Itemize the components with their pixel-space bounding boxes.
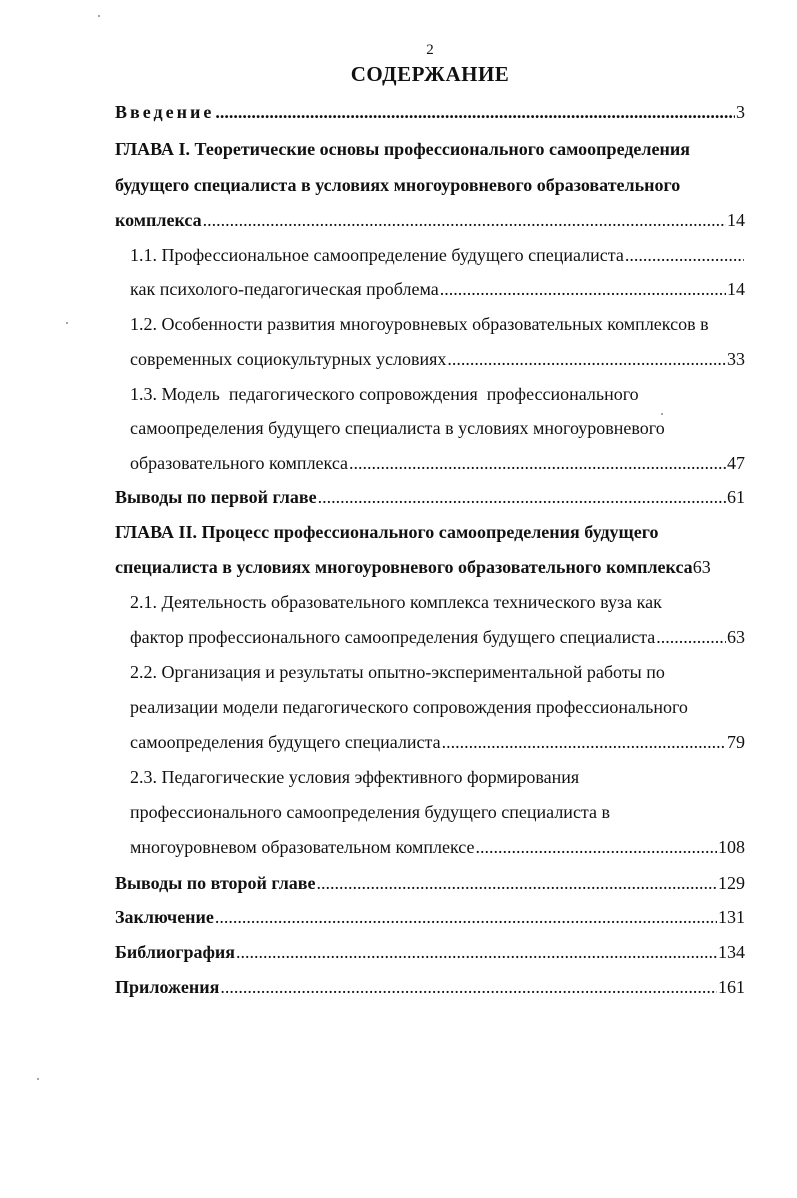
toc-page-number: 79 [727, 732, 745, 752]
dot-leader [203, 203, 726, 237]
dot-leader [447, 342, 726, 376]
toc-entry-label: Заключение [115, 907, 214, 927]
section-1-3-line1: 1.3. Модель педагогического сопровождения профессионального [130, 384, 639, 404]
section-1-2-line1: 1.2. Особенности развития многоуровневых образовательных комплексов в [130, 314, 709, 334]
dot-leader [475, 830, 717, 864]
toc-page-number: 63 [692, 557, 711, 577]
section-2-2-line3: самоопределения будущего специалиста [130, 732, 441, 752]
toc-page-number: 14 [727, 210, 745, 230]
dot-leader [625, 238, 744, 272]
toc-entry-appendices [115, 970, 745, 1004]
section-2-1-line1: 2.1. Деятельность образовательного комплекса технического вуза как [130, 592, 662, 612]
toc-page-number: 14 [727, 279, 745, 299]
scan-speck [37, 1078, 39, 1080]
chapter2-title-line2: специалиста в условиях многоуровневого образовательного комплекса [115, 557, 693, 577]
section-2-2-line1: 2.2. Организация и результаты опытно-экспериментальной работы по [130, 662, 665, 682]
toc-entry-introduction [115, 95, 745, 129]
section-1-2-line2: современных социокультурных условиях [130, 349, 447, 369]
toc-entry-bibliography [115, 935, 745, 969]
toc-page-number: 47 [727, 453, 745, 473]
toc-entry-conclusion [115, 900, 745, 934]
toc-entry-section-1-3 [130, 446, 745, 480]
dot-leader [656, 620, 726, 654]
dot-leader [349, 446, 726, 480]
toc-page-number: 108 [718, 837, 745, 857]
toc-page-number: 129 [718, 873, 745, 893]
scan-speck [66, 322, 68, 324]
toc-entry-label: Введение [115, 102, 215, 122]
scan-speck [661, 413, 663, 415]
toc-page-number: 131 [718, 907, 745, 927]
toc-page-number: 61 [727, 487, 745, 507]
page-number: 2 [426, 42, 434, 58]
dot-leader [318, 480, 726, 514]
section-1-3-line3: образовательного комплекса [130, 453, 349, 473]
toc-entry-conclusions-chapter1 [115, 480, 745, 514]
toc-entry-label: Библиография [115, 942, 236, 962]
toc-page-number: 63 [727, 627, 745, 647]
chapter1-title-line1: ГЛАВА I. Теоретические основы профессионального самоопределения [115, 139, 690, 159]
toc-entry-section-1-1 [130, 238, 745, 272]
section-2-3-line3: многоуровневом образовательном комплексе [130, 837, 475, 857]
dot-leader [317, 866, 718, 900]
dot-leader [440, 272, 726, 306]
toc-entry-section-2-3 [130, 830, 745, 864]
dot-leader [236, 935, 717, 969]
section-2-3-line1: 2.3. Педагогические условия эффективного формирования [130, 767, 580, 787]
section-2-3-line2: профессионального самоопределения будущего специалиста в [130, 802, 611, 822]
toc-entry-label: Выводы по второй главе [115, 873, 316, 893]
dot-leader [215, 95, 735, 129]
dot-leader [215, 900, 717, 934]
dot-leader [442, 725, 726, 759]
section-2-1-line2: фактор профессионального самоопределения будущего специалиста [130, 627, 656, 647]
toc-entry-section-2-2 [130, 725, 745, 759]
toc-page-number: 3 [736, 102, 745, 122]
chapter1-title-line3: комплекса [115, 210, 202, 230]
toc-page-number: 161 [718, 977, 745, 997]
chapter1-title-line2: будущего специалиста в условиях многоуровневого образовательного [115, 175, 681, 195]
toc-entry-label: Выводы по первой главе [115, 487, 317, 507]
toc-entry-chapter1 [115, 203, 745, 237]
scan-speck [98, 15, 100, 17]
section-1-1-line1: 1.1. Профессиональное самоопределение будущего специалиста [130, 245, 624, 265]
toc-page-number: 33 [727, 349, 745, 369]
toc-title: СОДЕРЖАНИЕ [350, 62, 510, 86]
chapter2-title-line1: ГЛАВА II. Процесс профессионального самоопределения будущего [115, 522, 659, 542]
toc-page-number: 134 [718, 942, 745, 962]
toc-entry-label: Приложения [115, 977, 220, 997]
toc-entry-section-1-2 [130, 342, 745, 376]
toc-entry-section-1-1-cont [130, 272, 745, 306]
toc-entry-section-2-1 [130, 620, 745, 654]
section-1-1-line2: как психолого-педагогическая проблема [130, 279, 439, 299]
section-1-3-line2: самоопределения будущего специалиста в условиях многоуровневого [130, 418, 665, 438]
toc-entry-chapter2 [115, 550, 711, 584]
toc-entry-conclusions-chapter2 [115, 866, 745, 900]
section-2-2-line2: реализации модели педагогического сопровождения профессионального [130, 697, 688, 717]
dot-leader [220, 970, 717, 1004]
